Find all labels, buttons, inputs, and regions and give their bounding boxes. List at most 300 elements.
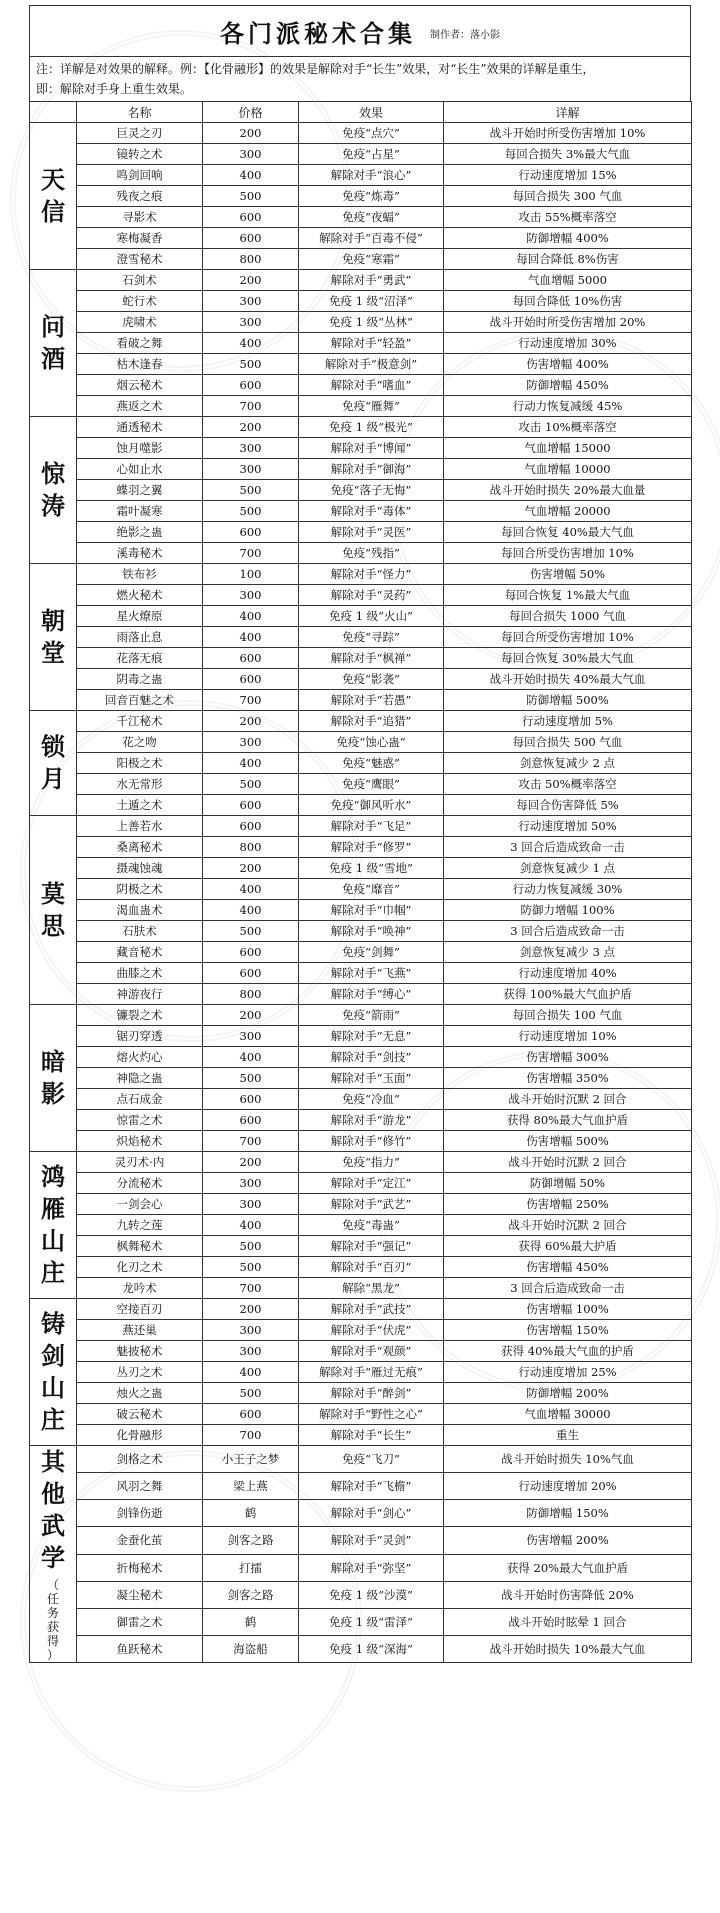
detail-cell: 获得 20%最大气血护盾 [444,1554,692,1581]
art-name-cell: 鸣剑回响 [77,165,203,186]
table-row [30,186,692,207]
art-name-cell: 蛇行术 [77,291,203,312]
table-row [30,774,692,795]
school-name: 朝 堂 [41,606,65,667]
art-name-cell: 镜转之术 [77,144,203,165]
price-cell: 500 [203,921,299,942]
effect-cell: 免疫 1 级“深海” [299,1635,444,1662]
detail-cell: 气血增幅 20000 [444,501,692,522]
effect-cell: 免疫 1 级“火山” [299,606,444,627]
table-row [30,1446,692,1473]
effect-cell: 解除对手“博闻” [299,438,444,459]
effect-cell: 解除对手“剑技” [299,1047,444,1068]
price-cell: 300 [203,144,299,165]
header-effect: 效果 [299,102,444,123]
price-cell: 200 [203,1152,299,1173]
price-cell: 600 [203,795,299,816]
price-cell: 600 [203,963,299,984]
effect-cell: 免疫“炼毒” [299,186,444,207]
detail-cell: 战斗开始时所受伤害增加 10% [444,123,692,144]
table-row [30,1026,692,1047]
school-cell [30,123,77,270]
detail-cell: 每回合损失 300 气血 [444,186,692,207]
art-name-cell: 寻影术 [77,207,203,228]
art-name-cell: 鱼跃秘术 [77,1635,203,1662]
detail-cell: 气血增幅 30000 [444,1404,692,1425]
detail-cell: 战斗开始时损失 10%最大气血 [444,1635,692,1662]
effect-cell: 免疫“占星” [299,144,444,165]
detail-cell: 获得 100%最大气血护盾 [444,984,692,1005]
effect-cell: 免疫“蚀心蛊” [299,732,444,753]
price-cell: 500 [203,1068,299,1089]
table-row [30,501,692,522]
effect-cell: 解除对手“枫禅” [299,648,444,669]
effect-cell: 免疫“靡音” [299,879,444,900]
art-name-cell: 溪毒秘术 [77,543,203,564]
detail-cell: 防御增幅 150% [444,1500,692,1527]
effect-cell: 解除对手“长生” [299,1425,444,1446]
table-row [30,270,692,291]
price-cell: 400 [203,1215,299,1236]
detail-cell: 每回合降低 10%伤害 [444,291,692,312]
table-row [30,207,692,228]
art-name-cell: 烟云秘术 [77,375,203,396]
art-name-cell: 枯木逢春 [77,354,203,375]
table-body [30,123,692,1663]
effect-cell: 解除对手“灵剑” [299,1527,444,1554]
school-name: 问 酒 [41,312,65,373]
school-cell [30,564,77,711]
price-cell: 600 [203,228,299,249]
effect-cell: 免疫 1 级“雷泽” [299,1608,444,1635]
table-row [30,564,692,585]
price-cell: 200 [203,858,299,879]
secret-arts-sheet [29,5,691,1663]
header-price: 价格 [203,102,299,123]
price-cell: 300 [203,585,299,606]
table-row [30,165,692,186]
school-name: 天 信 [41,165,65,226]
art-name-cell: 石肤术 [77,921,203,942]
detail-cell: 行动力恢复减缓 45% [444,396,692,417]
table-row [30,753,692,774]
art-name-cell: 神隐之蛊 [77,1068,203,1089]
detail-cell: 攻击 50%概率落空 [444,774,692,795]
detail-cell: 3 回合后造成致命一击 [444,921,692,942]
art-name-cell: 渴血蛊术 [77,900,203,921]
table-row [30,963,692,984]
detail-cell: 伤害增幅 350% [444,1068,692,1089]
table-row [30,1278,692,1299]
detail-cell: 防御增幅 50% [444,1173,692,1194]
price-cell: 600 [203,1089,299,1110]
art-name-cell: 镰裂之术 [77,1005,203,1026]
detail-cell: 每回合所受伤害增加 10% [444,543,692,564]
price-cell: 200 [203,417,299,438]
table-row [30,1527,692,1554]
price-cell: 剑客之路 [203,1527,299,1554]
art-name-cell: 霜叶凝寒 [77,501,203,522]
art-name-cell: 破云秘术 [77,1404,203,1425]
effect-cell: 免疫“落子无悔” [299,480,444,501]
price-cell: 400 [203,900,299,921]
table-row [30,312,692,333]
effect-cell: 免疫“冷血” [299,1089,444,1110]
author-credit: 制作者：落小影 [430,29,500,41]
price-cell: 600 [203,1110,299,1131]
price-cell: 700 [203,396,299,417]
price-cell: 700 [203,690,299,711]
art-name-cell: 阴毒之蛊 [77,669,203,690]
price-cell: 700 [203,1131,299,1152]
detail-cell: 战斗开始时所受伤害增加 20% [444,312,692,333]
effect-cell: 解除对手“轻盈” [299,333,444,354]
detail-cell: 战斗开始时沉默 2 回合 [444,1152,692,1173]
effect-cell: 解除对手“修竹” [299,1131,444,1152]
effect-cell: 解除对手“若愚” [299,690,444,711]
effect-cell: 解除对手“勇武” [299,270,444,291]
art-name-cell: 石剑术 [77,270,203,291]
table-row [30,1383,692,1404]
price-cell: 剑客之路 [203,1581,299,1608]
detail-cell: 行动速度增加 15% [444,165,692,186]
price-cell: 200 [203,1299,299,1320]
school-cell [30,711,77,816]
price-cell: 800 [203,837,299,858]
detail-cell: 行动速度增加 50% [444,816,692,837]
effect-cell: 解除对手“强记” [299,1236,444,1257]
art-name-cell: 绝影之蛊 [77,522,203,543]
effect-cell: 解除对手“巾帼” [299,900,444,921]
table-row [30,585,692,606]
price-cell: 400 [203,606,299,627]
table-row [30,354,692,375]
price-cell: 800 [203,984,299,1005]
art-name-cell: 龙吟术 [77,1278,203,1299]
art-name-cell: 摄魂蚀魂 [77,858,203,879]
price-cell: 300 [203,1173,299,1194]
effect-cell: 解除对手“追猎” [299,711,444,732]
art-name-cell: 空接百刃 [77,1299,203,1320]
art-name-cell: 心如止水 [77,459,203,480]
detail-cell: 伤害增幅 500% [444,1131,692,1152]
detail-cell: 3 回合后造成致命一击 [444,1278,692,1299]
price-cell: 打擂 [203,1554,299,1581]
effect-cell: 免疫“飞刀” [299,1446,444,1473]
effect-cell: 解除对手“雁过无痕” [299,1362,444,1383]
detail-cell: 行动速度增加 5% [444,711,692,732]
table-row [30,291,692,312]
school-cell [30,1152,77,1299]
price-cell: 600 [203,816,299,837]
art-name-cell: 阴极之术 [77,879,203,900]
detail-cell: 战斗开始时损失 20%最大血量 [444,480,692,501]
school-note: （ 任 务 获 得 ） [46,1578,59,1662]
effect-cell: 免疫“鹰眼” [299,774,444,795]
detail-cell: 获得 40%最大气血的护盾 [444,1341,692,1362]
school-cell [30,1299,77,1446]
effect-cell: 解除对手“百毒不侵” [299,228,444,249]
detail-cell: 防御增幅 400% [444,228,692,249]
art-name-cell: 炽焰秘术 [77,1131,203,1152]
page-title: 各门派秘术合集 [220,18,416,48]
detail-cell: 每回合恢复 30%最大气血 [444,648,692,669]
detail-cell: 伤害增幅 450% [444,1257,692,1278]
detail-cell: 战斗开始时眩晕 1 回合 [444,1608,692,1635]
detail-cell: 行动速度增加 25% [444,1362,692,1383]
table-row [30,1404,692,1425]
effect-cell: 解除对手“浪心” [299,165,444,186]
art-name-cell: 熔火灼心 [77,1047,203,1068]
price-cell: 400 [203,1047,299,1068]
table-row [30,921,692,942]
effect-cell: 解除对手“飞足” [299,816,444,837]
art-name-cell: 折梅秘术 [77,1554,203,1581]
art-name-cell: 燕返之术 [77,396,203,417]
art-name-cell: 蝶羽之翼 [77,480,203,501]
school-name: 鸿 雁 山 庄 [41,1162,65,1287]
art-name-cell: 蚀月噬影 [77,438,203,459]
detail-cell: 伤害增幅 400% [444,354,692,375]
price-cell: 梁上燕 [203,1473,299,1500]
art-name-cell: 看破之舞 [77,333,203,354]
effect-cell: 免疫“夜蝠” [299,207,444,228]
art-name-cell: 回音百魅之术 [77,690,203,711]
price-cell: 200 [203,1005,299,1026]
effect-cell: 免疫“寒霜” [299,249,444,270]
detail-cell: 每回合损失 500 气血 [444,732,692,753]
detail-cell: 获得 80%最大气血护盾 [444,1110,692,1131]
effect-cell: 解除对手“灵医” [299,522,444,543]
effect-cell: 免疫“箭雨” [299,1005,444,1026]
table-row [30,1500,692,1527]
art-name-cell: 魅披秘术 [77,1341,203,1362]
art-name-cell: 雨落止息 [77,627,203,648]
art-name-cell: 阳极之术 [77,753,203,774]
art-name-cell: 剑锋伤逝 [77,1500,203,1527]
table-row [30,417,692,438]
art-name-cell: 金蚕化茧 [77,1527,203,1554]
detail-cell: 攻击 10%概率落空 [444,417,692,438]
table-row [30,1089,692,1110]
effect-cell: 解除对手“极意剑” [299,354,444,375]
effect-cell: 解除对手“飞燕” [299,963,444,984]
detail-cell: 防御力增幅 100% [444,900,692,921]
school-cell [30,417,77,564]
art-name-cell: 藏音秘术 [77,942,203,963]
art-name-cell: 锯刃穿透 [77,1026,203,1047]
table-row [30,1215,692,1236]
art-name-cell: 水无常形 [77,774,203,795]
detail-cell: 气血增幅 5000 [444,270,692,291]
table-row [30,1299,692,1320]
price-cell: 400 [203,1362,299,1383]
price-cell: 500 [203,501,299,522]
school-name: 铸 剑 山 庄 [41,1309,65,1434]
table-row [30,1362,692,1383]
effect-cell: 免疫 1 级“雪地” [299,858,444,879]
school-name: 暗 影 [41,1047,65,1108]
effect-cell: 解除对手“游龙” [299,1110,444,1131]
effect-cell: 解除对手“武技” [299,1299,444,1320]
detail-cell: 每回合损失 3%最大气血 [444,144,692,165]
detail-cell: 伤害增幅 50% [444,564,692,585]
effect-cell: 解除对手“观颜” [299,1341,444,1362]
table-row [30,879,692,900]
detail-cell: 防御增幅 450% [444,375,692,396]
table-row [30,1110,692,1131]
price-cell: 700 [203,1425,299,1446]
detail-cell: 剑意恢复减少 2 点 [444,753,692,774]
effect-cell: 解除对手“御海” [299,459,444,480]
art-name-cell: 通透秘术 [77,417,203,438]
table-row [30,669,692,690]
table-row [30,1194,692,1215]
detail-cell: 剑意恢复减少 1 点 [444,858,692,879]
price-cell: 300 [203,291,299,312]
art-name-cell: 铁布衫 [77,564,203,585]
detail-cell: 剑意恢复减少 3 点 [444,942,692,963]
price-cell: 600 [203,375,299,396]
art-name-cell: 丛刃之术 [77,1362,203,1383]
effect-cell: 免疫 1 级“极光” [299,417,444,438]
effect-cell: 解除对手“野性之心” [299,1404,444,1425]
art-name-cell: 枫舞秘术 [77,1236,203,1257]
detail-cell: 每回合损失 1000 气血 [444,606,692,627]
price-cell: 200 [203,270,299,291]
effect-cell: 免疫 1 级“沼泽” [299,291,444,312]
table-row [30,438,692,459]
effect-cell: 免疫“剑舞” [299,942,444,963]
price-cell: 800 [203,249,299,270]
table-row [30,1341,692,1362]
detail-cell: 战斗开始时损失 40%最大气血 [444,669,692,690]
table-row [30,1473,692,1500]
detail-cell: 气血增幅 15000 [444,438,692,459]
table-row [30,543,692,564]
note-line: 即：解除对手身上重生效果。 [36,82,193,96]
title-row [29,5,691,56]
effect-cell: 解除对手“缚心” [299,984,444,1005]
header-school-cell [30,102,77,123]
table-row [30,816,692,837]
detail-cell: 每回合损失 100 气血 [444,1005,692,1026]
school-name: 莫 思 [41,879,65,940]
price-cell: 700 [203,543,299,564]
detail-cell: 战斗开始时沉默 2 回合 [444,1089,692,1110]
effect-cell: 解除对手“怪力” [299,564,444,585]
price-cell: 海盗船 [203,1635,299,1662]
table-row [30,333,692,354]
effect-cell: 免疫“魅惑” [299,753,444,774]
price-cell: 300 [203,1320,299,1341]
effect-cell: 解除对手“飞檐” [299,1473,444,1500]
art-name-cell: 花落无痕 [77,648,203,669]
price-cell: 600 [203,942,299,963]
effect-cell: 免疫 1 级“沙漠” [299,1581,444,1608]
table-row [30,1152,692,1173]
effect-cell: 解除对手“醉剑” [299,1383,444,1404]
art-name-cell: 残夜之痕 [77,186,203,207]
table-row [30,1068,692,1089]
price-cell: 小王子之梦 [203,1446,299,1473]
art-name-cell: 星火燎原 [77,606,203,627]
effect-cell: 解除对手“伏虎” [299,1320,444,1341]
effect-cell: 解除对手“剑心” [299,1500,444,1527]
detail-cell: 战斗开始时沉默 2 回合 [444,1215,692,1236]
table-row [30,1236,692,1257]
header-detail: 详解 [444,102,692,123]
table-row [30,1173,692,1194]
header-name: 名称 [77,102,203,123]
effect-cell: 解除对手“灵药” [299,585,444,606]
price-cell: 300 [203,312,299,333]
table-row [30,123,692,144]
price-cell: 400 [203,333,299,354]
school-name: 锁 月 [41,732,65,793]
table-row [30,1047,692,1068]
effect-cell: 免疫“影袭” [299,669,444,690]
detail-cell: 每回合所受伤害增加 10% [444,627,692,648]
art-name-cell: 一剑会心 [77,1194,203,1215]
art-name-cell: 寒梅凝香 [77,228,203,249]
note-box [29,56,691,101]
table-row [30,375,692,396]
effect-cell: 免疫“御风听水” [299,795,444,816]
school-name: 其 他 武 学 [41,1447,65,1572]
effect-cell: 解除对手“嗜血” [299,375,444,396]
secret-arts-table [29,101,692,1663]
art-name-cell: 烛火之蛊 [77,1383,203,1404]
table-row [30,249,692,270]
table-row [30,1257,692,1278]
art-name-cell: 澄雪秘术 [77,249,203,270]
detail-cell: 每回合恢复 1%最大气血 [444,585,692,606]
price-cell: 100 [203,564,299,585]
effect-cell: 免疫“残指” [299,543,444,564]
effect-cell: 免疫“毒蛊” [299,1215,444,1236]
price-cell: 300 [203,438,299,459]
art-name-cell: 神游夜行 [77,984,203,1005]
effect-cell: 解除对手“唤神” [299,921,444,942]
table-row [30,606,692,627]
art-name-cell: 灵刃术·内 [77,1152,203,1173]
art-name-cell: 凝尘秘术 [77,1581,203,1608]
price-cell: 500 [203,186,299,207]
detail-cell: 获得 60%最大护盾 [444,1236,692,1257]
detail-cell: 战斗开始时伤害降低 20% [444,1581,692,1608]
art-name-cell: 桑离秘术 [77,837,203,858]
art-name-cell: 千江秘术 [77,711,203,732]
table-row [30,795,692,816]
art-name-cell: 化刃之术 [77,1257,203,1278]
effect-cell: 解除对手“武艺” [299,1194,444,1215]
table-row [30,480,692,501]
detail-cell: 每回合伤害降低 5% [444,795,692,816]
detail-cell: 行动速度增加 30% [444,333,692,354]
table-row [30,1581,692,1608]
table-row [30,690,692,711]
price-cell: 300 [203,1026,299,1047]
detail-cell: 战斗开始时损失 10%气血 [444,1446,692,1473]
table-row [30,711,692,732]
price-cell: 鹤 [203,1608,299,1635]
effect-cell: 解除“黑龙” [299,1278,444,1299]
table-row [30,942,692,963]
detail-cell: 伤害增幅 150% [444,1320,692,1341]
art-name-cell: 九转之莲 [77,1215,203,1236]
art-name-cell: 点石成金 [77,1089,203,1110]
